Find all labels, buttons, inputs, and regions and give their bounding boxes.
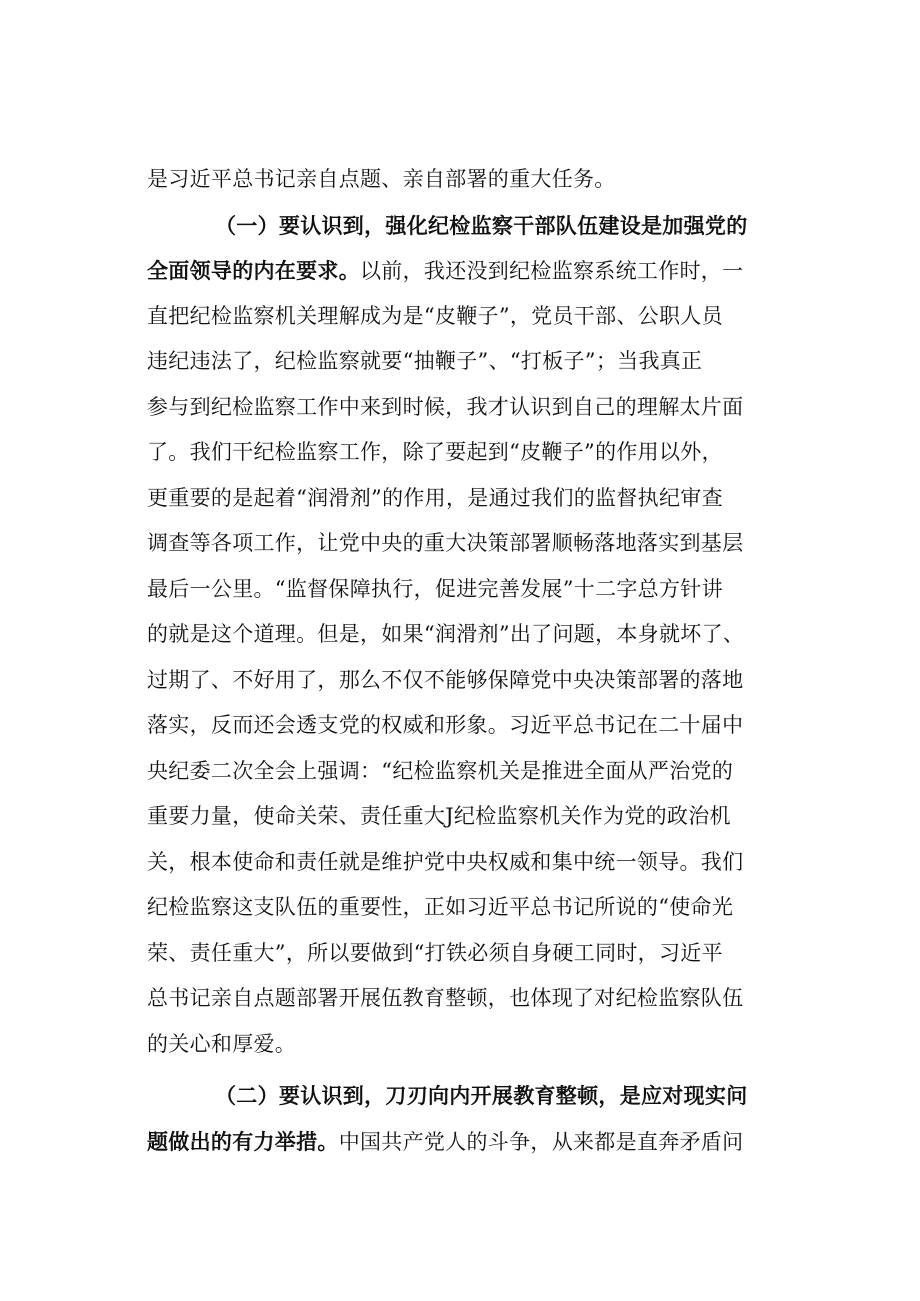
paragraph-1-line-1 xyxy=(147,203,812,249)
paragraph-1-line-12 xyxy=(147,703,812,749)
paragraph-1-line-17 xyxy=(147,931,812,977)
paragraph-1-line-11 xyxy=(147,658,812,704)
paragraph-1-line-2 xyxy=(147,248,812,294)
section-heading-1: （一）要认识到，强化纪检监察干部队伍建设是加强党的 xyxy=(215,212,748,238)
paragraph-1-line-9 xyxy=(147,567,812,613)
paragraph-1-line-14 xyxy=(147,794,812,840)
text-run: 重要力量，使命关荣、责任重大J纪检监察机关作为党的政治机 xyxy=(147,804,731,828)
paragraph-2-line-2 xyxy=(147,1119,812,1165)
paragraph-1-line-16 xyxy=(147,885,812,931)
text-run: 过期了、不好用了，那么不仅不能够保障党中央决策部署的落地 xyxy=(147,667,744,692)
paragraph-1-line-6 xyxy=(147,430,812,476)
text-run: 央纪委二次全会上强调：“纪检监察机关是推进全面从严治党的 xyxy=(147,758,734,783)
paragraph-0-line-1 xyxy=(147,157,812,203)
text-run: 荣、责任重大”，所以要做到“打铁必须自身硬工同时，习近平 xyxy=(147,940,723,965)
text-run: 是习近平总书记亲自点题、亲自部署的重大任务。 xyxy=(147,167,616,191)
section-heading-2: （二）要认识到，刀刃向内开展教育整顿，是应对现实问 xyxy=(215,1083,748,1108)
text-run: 调查等各项工作，让党中央的重大决策部署顺畅落地落实到基层 xyxy=(147,531,744,555)
text-run: 以前，我还没到纪检监察系统工作时，一 xyxy=(360,259,744,283)
paragraph-1-line-4 xyxy=(147,339,812,385)
text-run: 最后一公里。“监督保障执行，促进完善发展”十二字总方针讲 xyxy=(147,576,723,601)
text-run: 关，根本使命和责任就是维护党中央权威和集中统一领导。我们 xyxy=(147,849,744,874)
text-run: 纪检监察这支队伍的重要性，正如习近平总书记所说的“使命光 xyxy=(147,895,734,919)
text-run: 了。我们干纪检监察工作，除了要起到“皮鞭子”的作用以外， xyxy=(147,440,723,464)
paragraph-1-line-3 xyxy=(147,294,812,340)
text-run: 落实，反而还会透支党的权威和形象。习近平总书记在二十届中 xyxy=(147,713,744,737)
text-run: 更重要的是起着“润滑剂”的作用，是通过我们的监督执纪审查 xyxy=(147,485,723,510)
text-run: 的关心和厚爱。 xyxy=(147,1031,297,1056)
paragraph-1-line-13 xyxy=(147,749,812,795)
text-run: 的就是这个道理。但是，如果“润滑剂”出了问题，本身就坏了、 xyxy=(147,622,745,646)
section-heading-1-continued: 全面领导的内在要求。 xyxy=(147,258,360,283)
text-run: 总书记亲自点题部署开展伍教育整顿，也体现了对纪检监察队伍 xyxy=(147,986,744,1010)
paragraph-2-line-1 xyxy=(147,1073,812,1119)
paragraph-1-line-18 xyxy=(147,976,812,1022)
paragraph-1-line-7 xyxy=(147,476,812,522)
text-run: 中国共产党人的斗争，从来都是直奔矛盾问 xyxy=(338,1129,744,1154)
paragraph-1-line-8 xyxy=(147,521,812,567)
text-run: 参与到纪检监察工作中来到时候，我才认识到自己的理解太片面 xyxy=(147,394,744,419)
paragraph-1-line-19 xyxy=(147,1022,812,1068)
paragraph-1-line-15 xyxy=(147,840,812,886)
paragraph-1-line-10 xyxy=(147,612,812,658)
paragraph-1-line-5 xyxy=(147,385,812,431)
text-run: 违纪违法了，纪检监察就要“抽鞭子”、“打板子”；当我真正 xyxy=(147,349,703,373)
section-heading-2-continued: 题做出的有力举措。 xyxy=(147,1128,339,1154)
document-body xyxy=(147,157,812,1164)
text-run: 直把纪检监察机关理解成为是“皮鞭子”，党员干部、公职人员 xyxy=(147,303,723,328)
